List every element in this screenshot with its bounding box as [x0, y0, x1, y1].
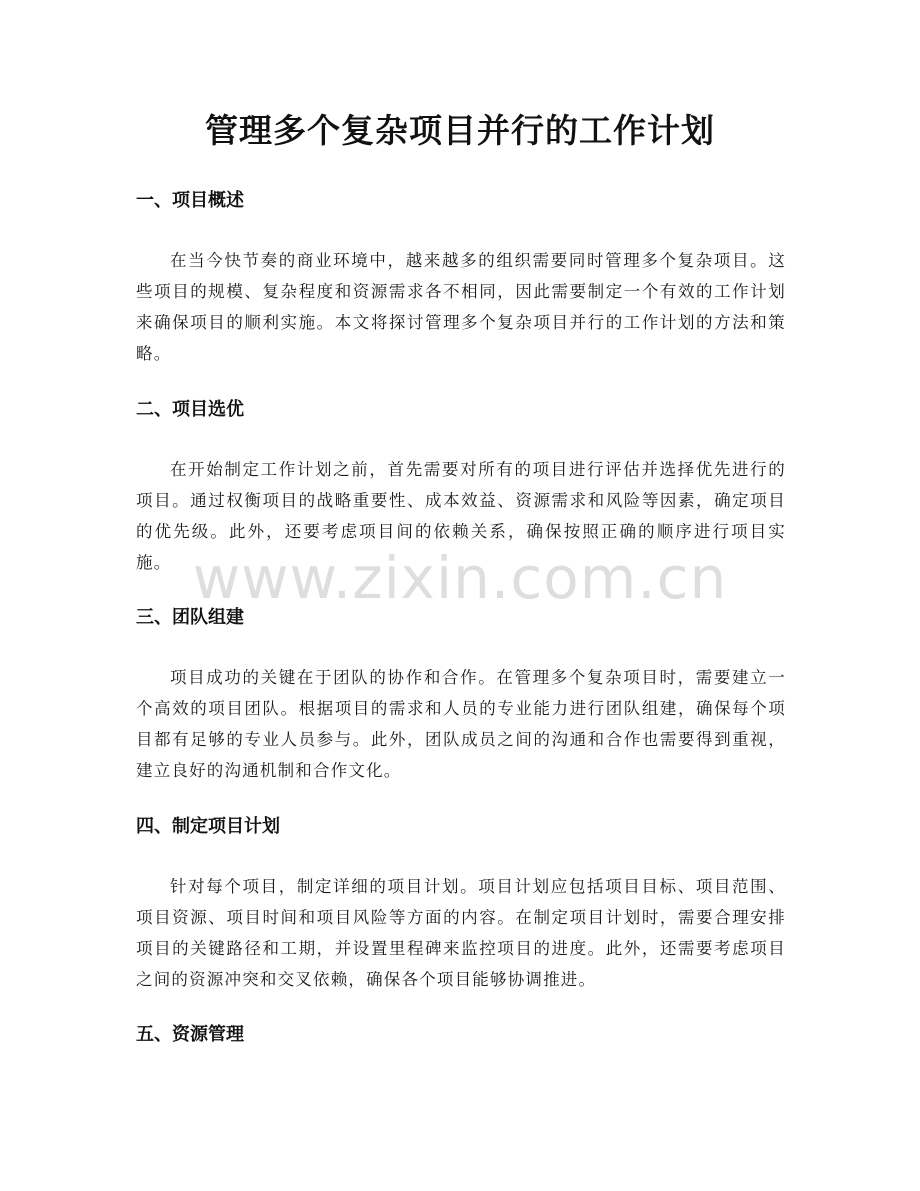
section-project-selection — [136, 396, 786, 578]
section-project-planning — [136, 813, 786, 995]
section-paragraph: 针对每个项目，制定详细的项目计划。项目计划应包括项目目标、项目范围、项目资源、项目时间和项目风险等方面的内容。在制定项目计划时，需要合理安排项目的关键路径和工期，并设置里程碑来监控项目的进度。此外，还需要考虑项目之间的资源冲突和交叉依赖，确保各个项目能够协调推进。 — [136, 877, 786, 989]
section-resource-management — [136, 1021, 786, 1049]
section-heading: 二、项目选优 — [136, 399, 244, 420]
section-heading: 一、项目概述 — [136, 190, 244, 211]
section-project-overview — [136, 187, 786, 369]
section-heading: 三、团队组建 — [136, 607, 244, 628]
document-title: 管理多个复杂项目并行的工作计划 — [205, 111, 715, 150]
watermark-text: www.zixin.com.cn — [192, 544, 728, 612]
section-paragraph: 项目成功的关键在于团队的协作和合作。在管理多个复杂项目时，需要建立一个高效的项目团队。根据项目的需求和人员的专业能力进行团队组建，确保每个项目都有足够的专业人员参与。此外，团队成员之间的沟通和合作也需要得到重视，建立良好的沟通机制和合作文化。 — [136, 668, 786, 780]
section-team-building — [136, 604, 786, 786]
section-paragraph: 在当今快节奏的商业环境中，越来越多的组织需要同时管理多个复杂项目。这些项目的规模、复杂程度和资源需求各不相同，因此需要制定一个有效的工作计划来确保项目的顺利实施。本文将探讨管理多个复杂项目并行的工作计划的方法和策略。 — [136, 251, 786, 363]
section-heading: 五、资源管理 — [136, 1024, 244, 1045]
section-paragraph: 在开始制定工作计划之前，首先需要对所有的项目进行评估并选择优先进行的项目。通过权衡项目的战略重要性、成本效益、资源需求和风险等因素，确定项目的优先级。此外，还要考虑项目间的依赖关系，确保按照正确的顺序进行项目实施。 — [136, 460, 786, 572]
section-heading: 四、制定项目计划 — [136, 816, 280, 837]
